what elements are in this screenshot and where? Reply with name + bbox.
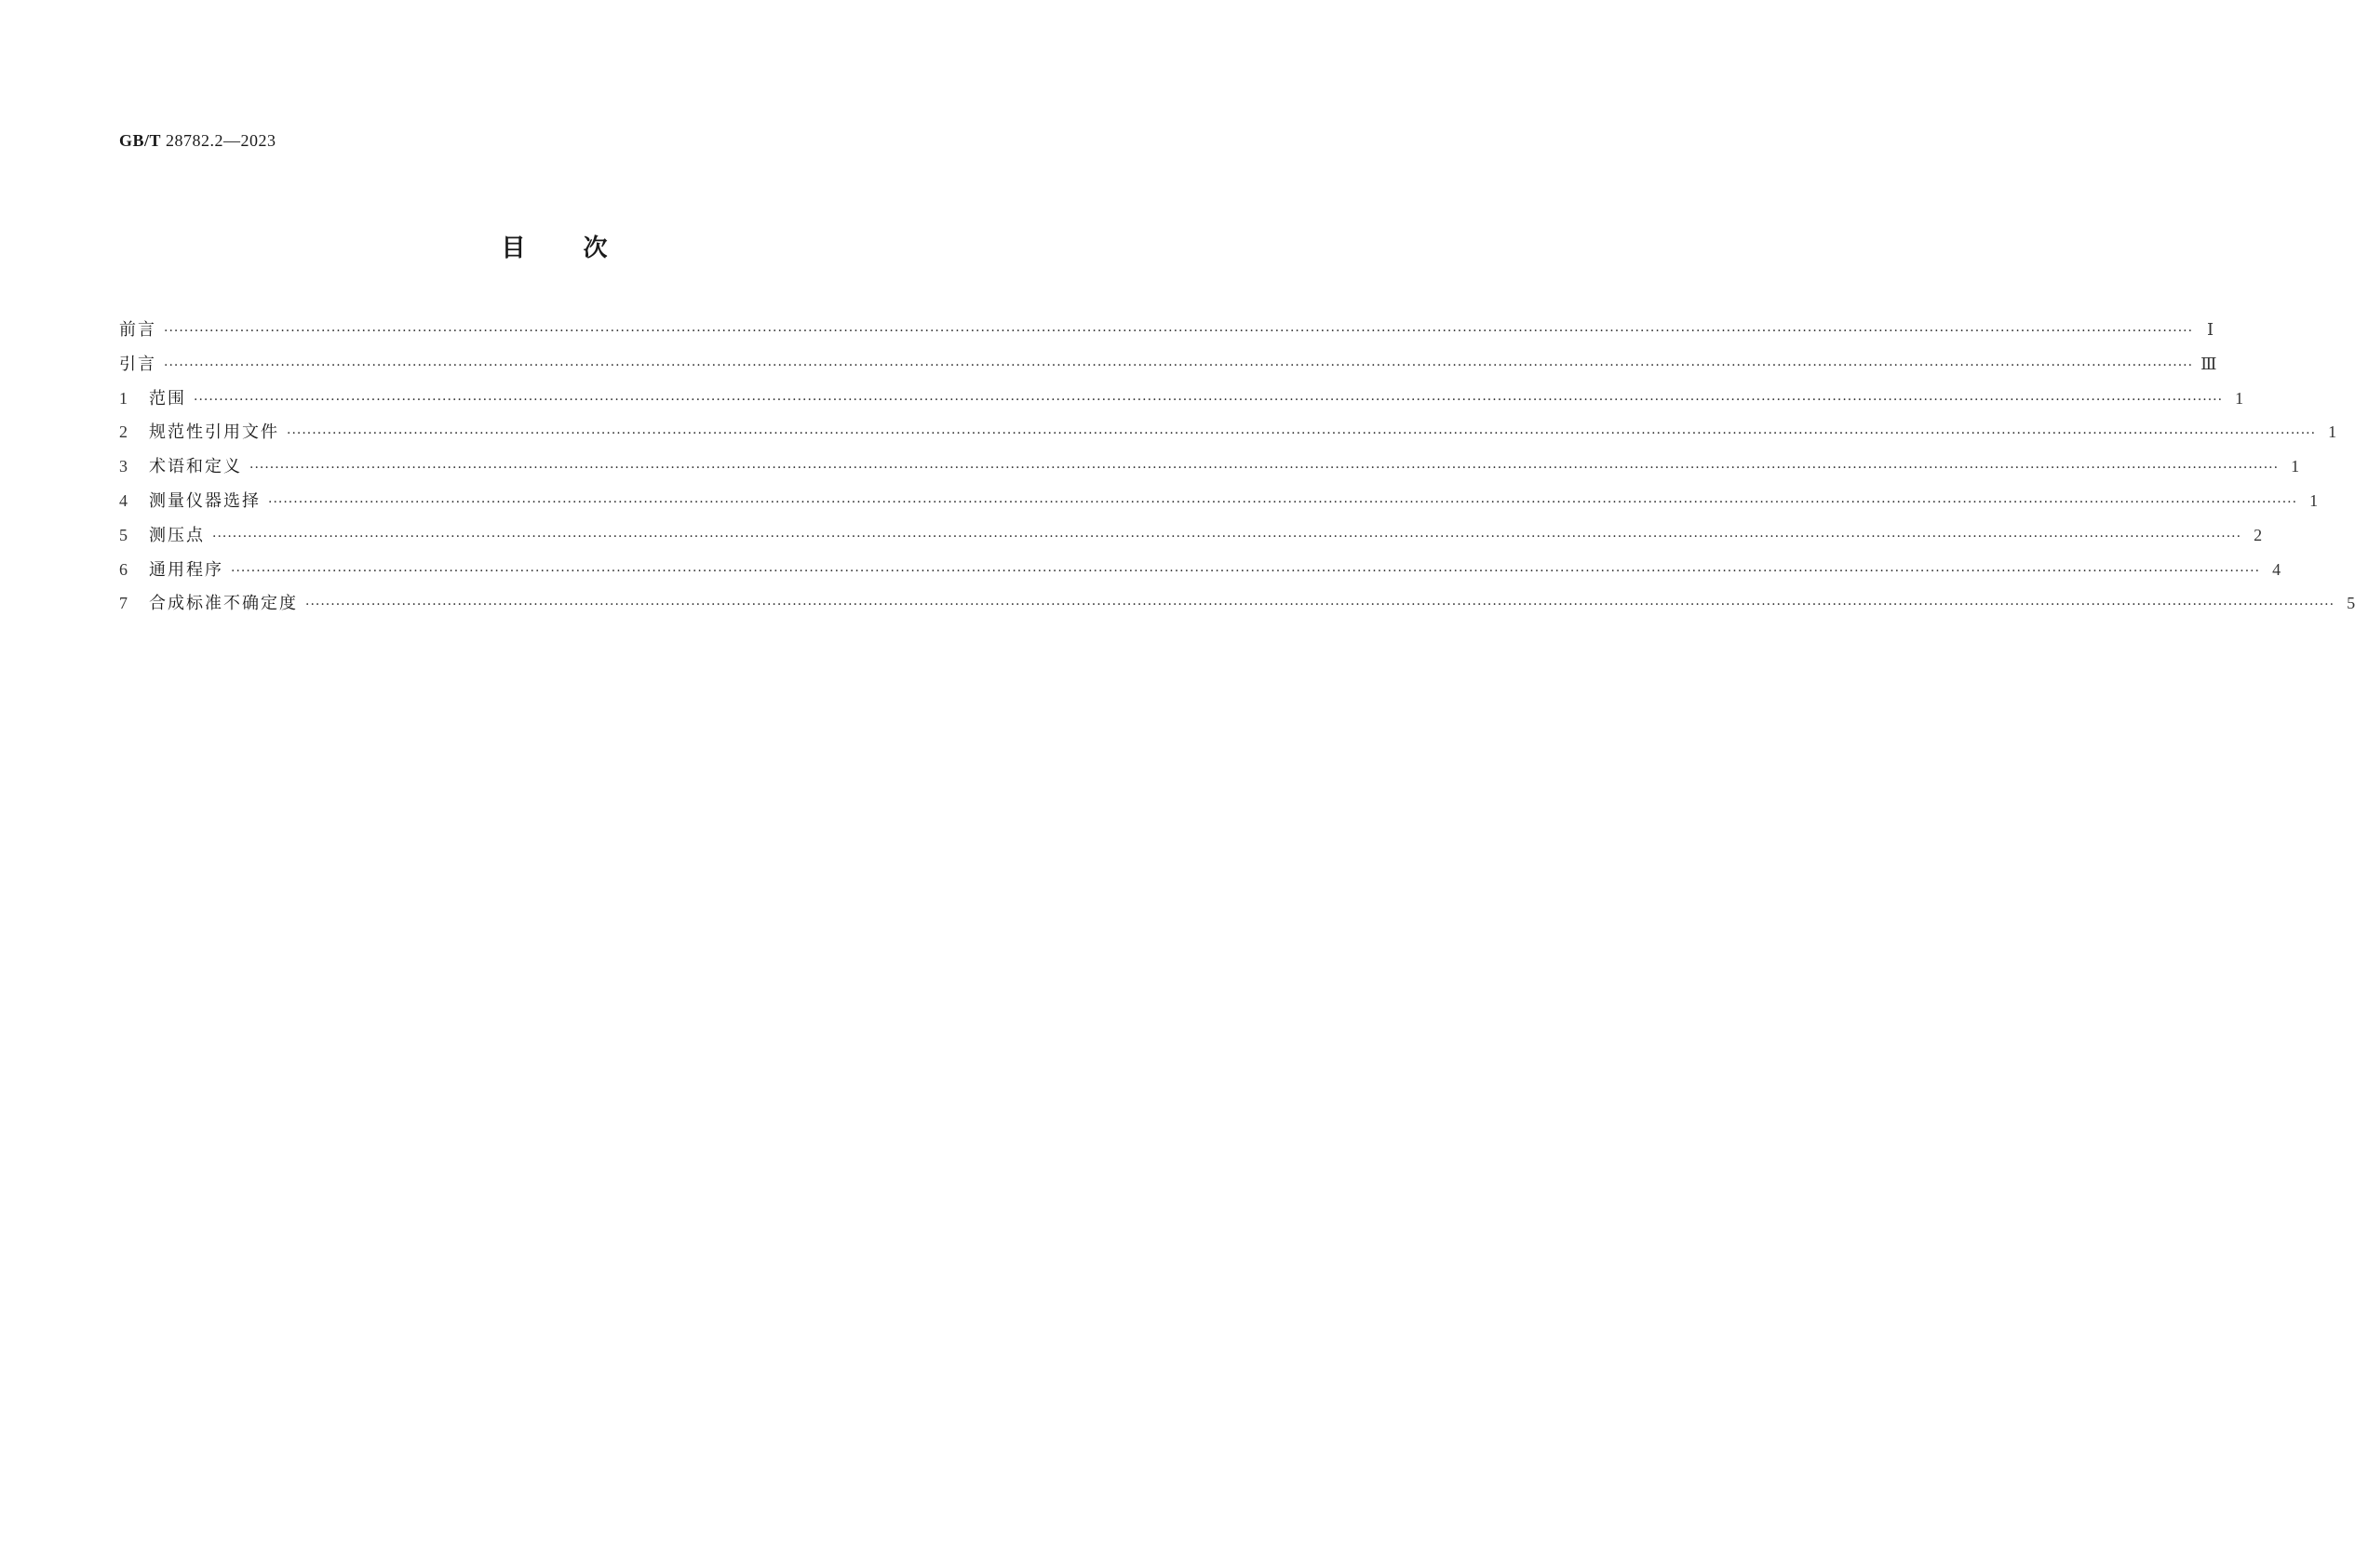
toc-entry-3[interactable] — [119, 453, 2300, 488]
table-of-contents — [119, 316, 2355, 624]
toc-leader-dots: ················································································································································································································································································································································································································ — [268, 494, 2298, 510]
toc-entry-5[interactable] — [119, 522, 2263, 556]
toc-entry-number: 1 — [119, 388, 128, 408]
standard-code — [119, 131, 276, 151]
standard-prefix: GB/T — [119, 131, 162, 150]
toc-entry-page: 4 — [2272, 559, 2281, 579]
toc-entry-number: 4 — [119, 490, 128, 510]
toc-entry-number: 2 — [119, 422, 128, 442]
toc-entry-6[interactable] — [119, 556, 2281, 591]
standard-number: 28782.2—2023 — [166, 131, 276, 150]
toc-leader-dots: ················································································································································································································································································································································································································ — [194, 392, 2224, 408]
toc-entry-number: 6 — [119, 559, 128, 579]
toc-entry-number: 7 — [119, 594, 128, 613]
toc-entry-label: 合成标准不确定度 — [149, 594, 298, 614]
toc-leader-dots: ················································································································································································································································································································································································································ — [305, 597, 2335, 613]
toc-title-part1: 目 — [501, 235, 526, 262]
toc-title-part2: 次 — [583, 235, 608, 262]
toc-entry-label: 测量仪器选择 — [149, 490, 261, 511]
toc-entry-number: 5 — [119, 525, 128, 544]
toc-entry-page: Ⅲ — [2200, 354, 2217, 373]
toc-entry-page: 1 — [2309, 490, 2319, 510]
toc-entry-page: 1 — [2235, 388, 2244, 408]
toc-entry-page: 2 — [2254, 525, 2263, 544]
toc-entry-1[interactable] — [119, 385, 2244, 420]
toc-leader-dots: ················································································································································································································································································································································································································ — [164, 357, 2194, 373]
toc-entry-label: 术语和定义 — [149, 457, 242, 477]
toc-entry-label: 前言 — [119, 320, 156, 340]
toc-entry-foreword[interactable] — [119, 316, 2214, 351]
toc-leader-dots: ················································································································································································································································································································································································································ — [231, 563, 2261, 579]
toc-entry-introduction[interactable] — [119, 351, 2217, 385]
toc-entry-number: 3 — [119, 457, 128, 476]
toc-entry-label: 范围 — [149, 388, 186, 409]
toc-entry-label: 测压点 — [149, 525, 205, 545]
toc-entry-page: 1 — [2328, 422, 2337, 442]
toc-entry-4[interactable] — [119, 488, 2319, 522]
toc-leader-dots: ················································································································································································································································································································································································································ — [212, 529, 2242, 544]
toc-entry-page: Ⅰ — [2206, 320, 2214, 339]
toc-leader-dots: ················································································································································································································································································································································································································ — [164, 324, 2194, 339]
toc-entry-page: 5 — [2347, 594, 2355, 613]
toc-leader-dots: ················································································································································································································································································································································································································ — [249, 461, 2280, 476]
toc-entry-7[interactable] — [119, 590, 2355, 624]
toc-entry-label: 规范性引用文件 — [149, 422, 279, 443]
toc-entry-2[interactable] — [119, 419, 2337, 453]
toc-title — [0, 229, 1109, 263]
toc-entry-label: 通用程序 — [149, 559, 223, 580]
toc-entry-label: 引言 — [119, 354, 156, 374]
toc-entry-page: 1 — [2291, 457, 2300, 476]
toc-leader-dots: ················································································································································································································································································································································································································ — [287, 426, 2317, 442]
